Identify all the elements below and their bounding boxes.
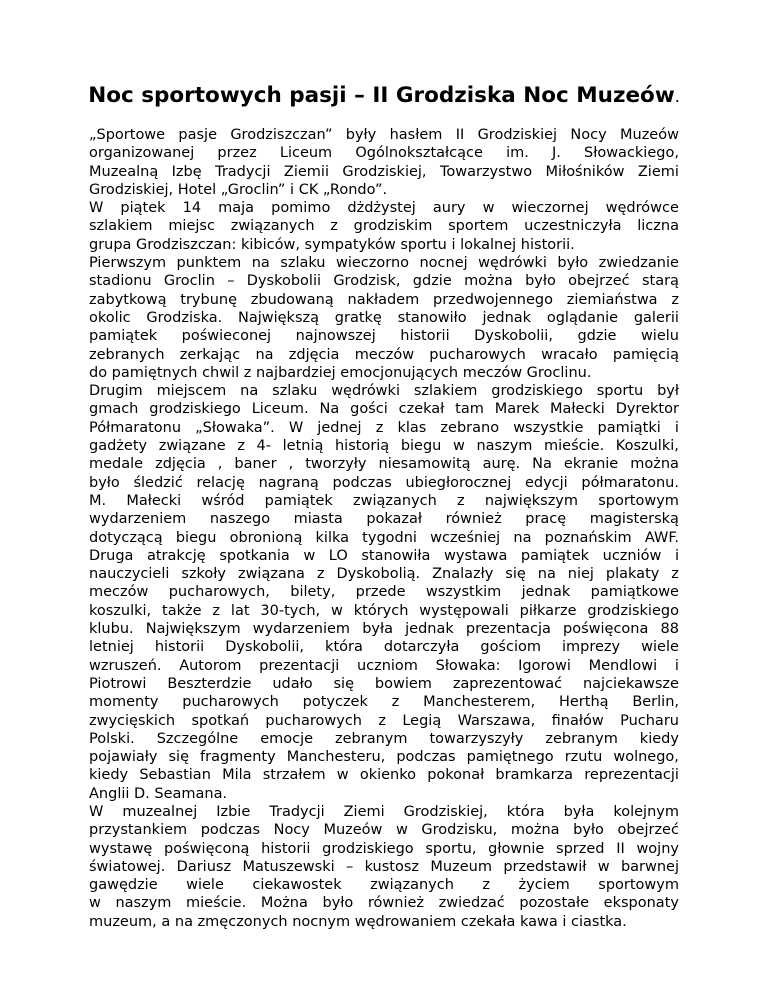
article-line: wzruszeń. Autorom prezentacji uczniom Słowaka: Igorowi Mendlowi i	[89, 657, 679, 674]
article-line: gadżety związane z 4- letnią historią biegu w naszym mieście. Koszulki,	[89, 438, 679, 455]
article-line: Półmaratonu „Słowaka”. W jednej z klas zebrano wszystkie pamiątki i	[89, 419, 679, 436]
article-line: organizowanej przez Liceum Ogólnokształcące im. J. Słowackiego,	[89, 145, 679, 162]
article-line: meczów pucharowych, bilety, przede wszystkim jednak pamiątkowe	[89, 584, 679, 601]
article-line: muzeum, a na zmęczonych nocnym wędrowaniem czekała kawa i ciastka.	[89, 913, 627, 930]
article-line: stadionu Groclin – Dyskobolii Grodzisk, gdzie można było obejrzeć starą	[89, 273, 679, 290]
article-line: zebranych zerkając na zdjęcia meczów pucharowych wracało pamięcią	[89, 346, 679, 363]
article-line: Grodziskiej, Hotel „Groclin” i CK „Rondo”.	[89, 181, 388, 198]
article-line: dotyczącą biegu obronioną kilka tygodni wcześniej na poznańskim AWF.	[89, 529, 679, 546]
article-line: gmach grodziskiego Liceum. Na gości czekał tam Marek Małecki Dyrektor	[89, 401, 679, 418]
article-line: grupa Grodziszczan: kibiców, sympatyków sportu i lokalnej historii.	[89, 236, 575, 253]
article-line: Druga atrakcję spotkania w LO stanowiła wystawa pamiątek uczniów i	[89, 547, 679, 564]
article-line: było śledzić relację nagraną podczas ubiegłorocznej edycji półmaratonu.	[89, 474, 679, 491]
article-line: koszulki, także z lat 30-tych, w których występowali piłkarze grodziskiego	[89, 602, 679, 619]
article-line: wystawę poświęconą historii grodziskiego sportu, głownie sprzed II wojny	[89, 840, 679, 857]
article-line: momenty pucharowych potyczek z Manchesterem, Herthą Berlin,	[89, 694, 679, 711]
article-line: letniej historii Dyskobolii, która dotarczyła gościom imprezy wiele	[89, 639, 679, 656]
article-line: zabytkową trybunę zbudowaną nakładem przedwojennego ziemiaństwa z	[89, 291, 679, 308]
article-line: klubu. Największym wydarzeniem była jednak prezentacja poświęcona 88	[89, 621, 679, 638]
article-line: Piotrowi Beszterdzie udało się bowiem zaprezentować najciekawsze	[89, 675, 679, 692]
document-title-text: Noc sportowych pasji – II Grodziska Noc Muzeów	[88, 83, 675, 108]
article-line: nauczycieli szkoły związana z Dyskobolią. Znalazły się na niej plakaty z	[89, 566, 679, 583]
article-line: pamiątek poświeconej najnowszej historii Dyskobolii, gdzie wielu	[89, 328, 679, 345]
article-line: zwycięskich spotkań pucharowych z Legią Warszawa, finałów Pucharu	[89, 712, 679, 729]
article-line: do pamiętnych chwil z najbardziej emocjonujących meczów Groclinu.	[89, 364, 592, 381]
article-line: „Sportowe pasje Grodziszczan” były hasłem II Grodziskiej Nocy Muzeów	[89, 127, 679, 143]
article-line: W piątek 14 maja pomimo dżdżystej aury w wieczornej wędrówce	[89, 200, 679, 217]
article-line: W muzealnej Izbie Tradycji Ziemi Grodziskiej, która była kolejnym	[89, 803, 679, 820]
article-line: Drugim miejscem na szlaku wędrówki szlakiem grodziskiego sportu był	[89, 383, 679, 400]
article-line: okolic Grodziska. Największą gratkę stanowiło jednak oglądanie galerii	[89, 309, 679, 326]
article-line: pojawiały się fragmenty Manchesteru, podczas pamiętnego rzutu wolnego,	[89, 749, 679, 766]
document-title-suffix: .	[674, 87, 680, 106]
article-line: w naszym mieście. Można było również zwiedzać pozostałe eksponaty	[89, 895, 679, 912]
article-line: światowej. Dariusz Matuszewski – kustosz Muzeum przedstawił w barwnej	[89, 858, 679, 875]
article-line: Muzealną Izbę Tradycji Ziemii Grodziskiej, Towarzystwo Miłośników Ziemi	[89, 163, 679, 180]
article-line: gawędzie wiele ciekawostek związanych z życiem sportowym	[89, 877, 679, 894]
article-line: Polski. Szczególne emocje zebranym towarzyszyły zebranym kiedy	[89, 730, 679, 747]
article-line: szlakiem miejsc związanych z grodziskim sportem uczestniczyła liczna	[89, 218, 679, 235]
article-line: wydarzeniem naszego miasta pokazał również pracę magisterską	[89, 511, 679, 528]
article-line: M. Małecki wśród pamiątek związanych z największym sportowym	[89, 492, 679, 509]
document-title	[0, 83, 768, 108]
article-line: medale zdjęcia , baner , tworzyły niesamowitą aurę. Na ekranie można	[89, 456, 679, 473]
article-line: kiedy Sebastian Mila strzałem w okienko pokonał bramkarza reprezentacji	[89, 767, 679, 784]
article-body	[89, 126, 679, 931]
article-line: Pierwszym punktem na szlaku wieczorno nocnej wędrówki było zwiedzanie	[89, 255, 679, 272]
article-line: Anglii D. Seamana.	[89, 785, 228, 802]
article-line: przystankiem podczas Nocy Muzeów w Grodzisku, można było obejrzeć	[89, 822, 679, 839]
